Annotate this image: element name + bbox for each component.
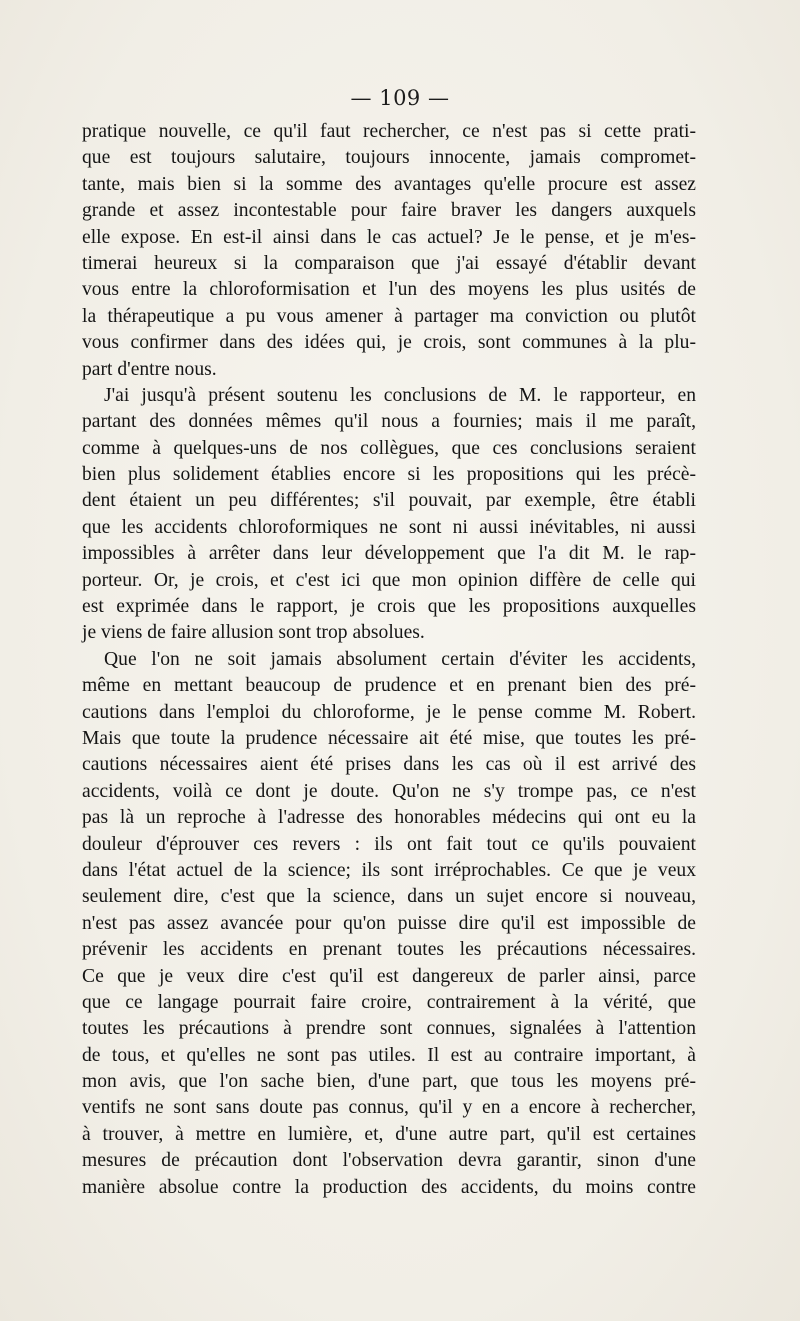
text-line: vous entre la chloroformisation et l'un des moyens les plus usités de <box>82 279 696 301</box>
text-line: timerai heureux si la comparaison que j'ai essayé d'établir devant <box>82 252 696 274</box>
text-line: accidents, voilà ce dont je doute. Qu'on ne s'y trompe pas, ce n'est <box>82 780 696 802</box>
text-line: manière absolue contre la production des accidents, du moins contre <box>82 1176 696 1198</box>
text-line: prévenir les accidents en prenant toutes les précautions nécessaires. <box>82 939 696 961</box>
text-line: cautions nécessaires aient été prises dans les cas où il est arrivé des <box>82 754 696 776</box>
text-line: toutes les précautions à prendre sont connues, signalées à l'attention <box>82 1018 696 1040</box>
text-line: pratique nouvelle, ce qu'il faut rechercher, ce n'est pas si cette prati- <box>82 121 696 142</box>
text-line: Mais que toute la prudence nécessaire ait été mise, que toutes les pré- <box>82 727 696 749</box>
text-line: même en mettant beaucoup de prudence et en prenant bien des pré- <box>82 675 696 697</box>
paragraph-first-line: Que l'on ne soit jamais absolument certain d'éviter les accidents, <box>104 648 696 670</box>
text-line: à trouver, à mettre en lumière, et, d'une autre part, qu'il est certaines <box>82 1123 696 1145</box>
text-line: dent étaient un peu différentes; s'il pouvait, par exemple, être établi <box>82 490 696 512</box>
text-line: seulement dire, c'est que la science, dans un sujet encore si nouveau, <box>82 886 696 908</box>
text-line: comme à quelques-uns de nos collègues, que ces conclusions seraient <box>82 437 696 459</box>
text-line: mesures de précaution dont l'observation devra garantir, sinon d'une <box>82 1150 696 1172</box>
text-line: tante, mais bien si la somme des avantages qu'elle procure est assez <box>82 173 696 195</box>
paragraph-first-line: J'ai jusqu'à présent soutenu les conclusions de M. le rapporteur, en <box>104 384 696 406</box>
text-line: partant des données mêmes qu'il nous a fournies; mais il me paraît, <box>82 411 696 433</box>
text-line: elle expose. En est-il ainsi dans le cas actuel? Je le pense, et je m'es- <box>82 226 696 248</box>
text-line: impossibles à arrêter dans leur développement que l'a dit M. le rap- <box>82 543 696 565</box>
text-line: que est toujours salutaire, toujours innocente, jamais compromet- <box>82 147 696 169</box>
text-line: n'est pas assez avancée pour qu'on puisse dire qu'il est impossible de <box>82 912 696 934</box>
text-line: ventifs ne sont sans doute pas connus, qu'il y en a encore à rechercher, <box>82 1097 696 1119</box>
text-line: pas là un reproche à l'adresse des honorables médecins qui ont eu la <box>82 807 696 829</box>
body-text <box>82 119 696 1201</box>
text-line: de tous, et qu'elles ne sont pas utiles. Il est au contraire important, à <box>82 1044 696 1066</box>
text-line: porteur. Or, je crois, et c'est ici que mon opinion diffère de celle qui <box>82 569 696 591</box>
text-line: grande et assez incontestable pour faire braver les dangers auxquels <box>82 200 696 222</box>
text-line: part d'entre nous. <box>82 358 217 380</box>
text-line: cautions dans l'emploi du chloroforme, je le pense comme M. Robert. <box>82 701 696 723</box>
text-line: je viens de faire allusion sont trop absolues. <box>82 622 425 644</box>
text-line: que ce langage pourrait faire croire, contrairement à la vérité, que <box>82 991 696 1013</box>
text-line: est exprimée dans le rapport, je crois que les propositions auxquelles <box>82 596 696 618</box>
text-line: vous confirmer dans des idées qui, je crois, sont communes à la plu- <box>82 332 696 354</box>
text-line: dans l'état actuel de la science; ils sont irréprochables. Ce que je veux <box>82 859 696 881</box>
text-line: Ce que je veux dire c'est qu'il est dangereux de parler ainsi, parce <box>82 965 696 987</box>
text-line: bien plus solidement établies encore si les propositions qui les précè- <box>82 464 696 486</box>
text-line: douleur d'éprouver ces revers : ils ont fait tout ce qu'ils pouvaient <box>82 833 696 855</box>
text-line: la thérapeutique a pu vous amener à partager ma conviction ou plutôt <box>82 305 696 327</box>
page-number: — 109 — <box>350 86 450 110</box>
text-line: que les accidents chloroformiques ne sont ni aussi inévitables, ni aussi <box>82 516 696 538</box>
text-line: mon avis, que l'on sache bien, d'une part, que tous les moyens pré- <box>82 1071 696 1093</box>
